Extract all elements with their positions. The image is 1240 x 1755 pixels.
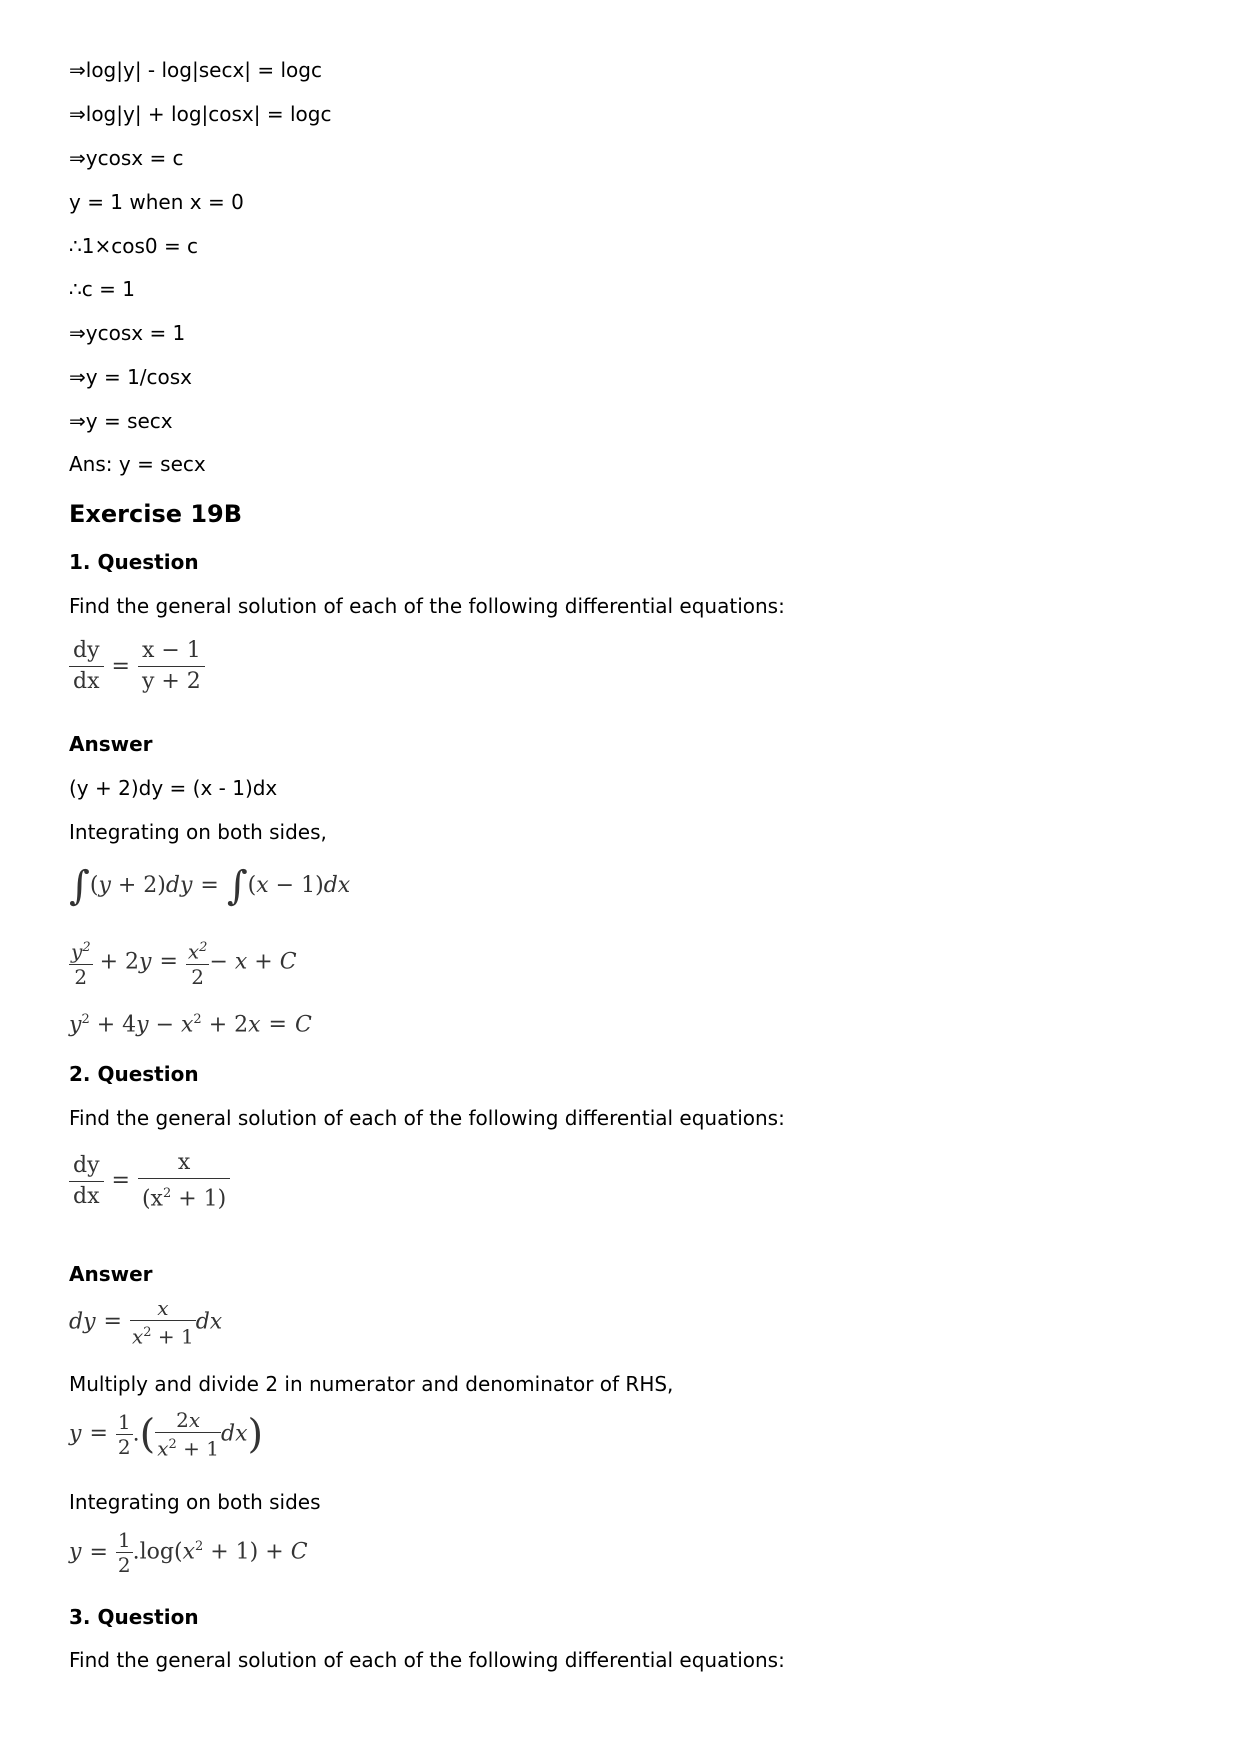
solution-step: (y + 2)dy = (x - 1)dx xyxy=(69,776,278,800)
derivation-line: ⇒y = secx xyxy=(69,409,173,433)
question-prompt: Find the general solution of each of the following differential equations: xyxy=(69,1106,785,1130)
solution-equation: y = $\frac{1}{2}$ .( $\frac{2x}{x^2 + 1}$ dx) xyxy=(69,1408,264,1461)
solution-equation: dy = $\frac{x}{x^2 + 1}$ dx xyxy=(69,1296,223,1349)
derivation-line: ⇒ycosx = 1 xyxy=(69,321,186,345)
equation-q2: $\frac{dy}{dx}$ = $\frac{x}{(x^2 + 1)}$ xyxy=(69,1148,230,1214)
solution-step: Integrating on both sides xyxy=(69,1490,321,1514)
question-heading: 3. Question xyxy=(69,1605,199,1629)
solution-step: Multiply and divide 2 in numerator and denominator of RHS, xyxy=(69,1372,674,1396)
integrated-equation: $\frac{y^2}{2}$ + 2y = $\frac{x^2}{2}$ − x + C xyxy=(69,936,297,989)
question-heading: 2. Question xyxy=(69,1062,199,1086)
question-prompt: Find the general solution of each of the following differential equations: xyxy=(69,1648,785,1672)
equation-q1: $\frac{dy}{dx}$ = $\frac{x - 1}{y + 2}$ xyxy=(69,636,205,697)
question-prompt: Find the general solution of each of the following differential equations: xyxy=(69,594,785,618)
final-equation: $y^2 + 4y - x^2 + 2x = C$ xyxy=(69,1012,312,1038)
answer-label: Answer xyxy=(69,732,153,756)
answer-line: Ans: y = secx xyxy=(69,452,206,476)
solution-step: Integrating on both sides, xyxy=(69,820,327,844)
derivation-line: ⇒log|y| + log|cosx| = logc xyxy=(69,102,332,126)
answer-label: Answer xyxy=(69,1262,153,1286)
solution-equation: y = $\frac{1}{2}$ $.\log(x^2 + 1) + C$ xyxy=(69,1528,308,1577)
question-heading: 1. Question xyxy=(69,550,199,574)
derivation-line: ⇒ycosx = c xyxy=(69,146,184,170)
derivation-line: ∴1×cos0 = c xyxy=(69,234,199,258)
derivation-line: y = 1 when x = 0 xyxy=(69,190,244,214)
derivation-line: ∴c = 1 xyxy=(69,277,135,301)
derivation-line: ⇒y = 1/cosx xyxy=(69,365,193,389)
derivation-line: ⇒log|y| - log|secx| = logc xyxy=(69,58,322,82)
integral-equation: ∫(y + 2)dy = ∫(x − 1)dx xyxy=(69,863,351,909)
exercise-title: Exercise 19B xyxy=(69,500,243,528)
